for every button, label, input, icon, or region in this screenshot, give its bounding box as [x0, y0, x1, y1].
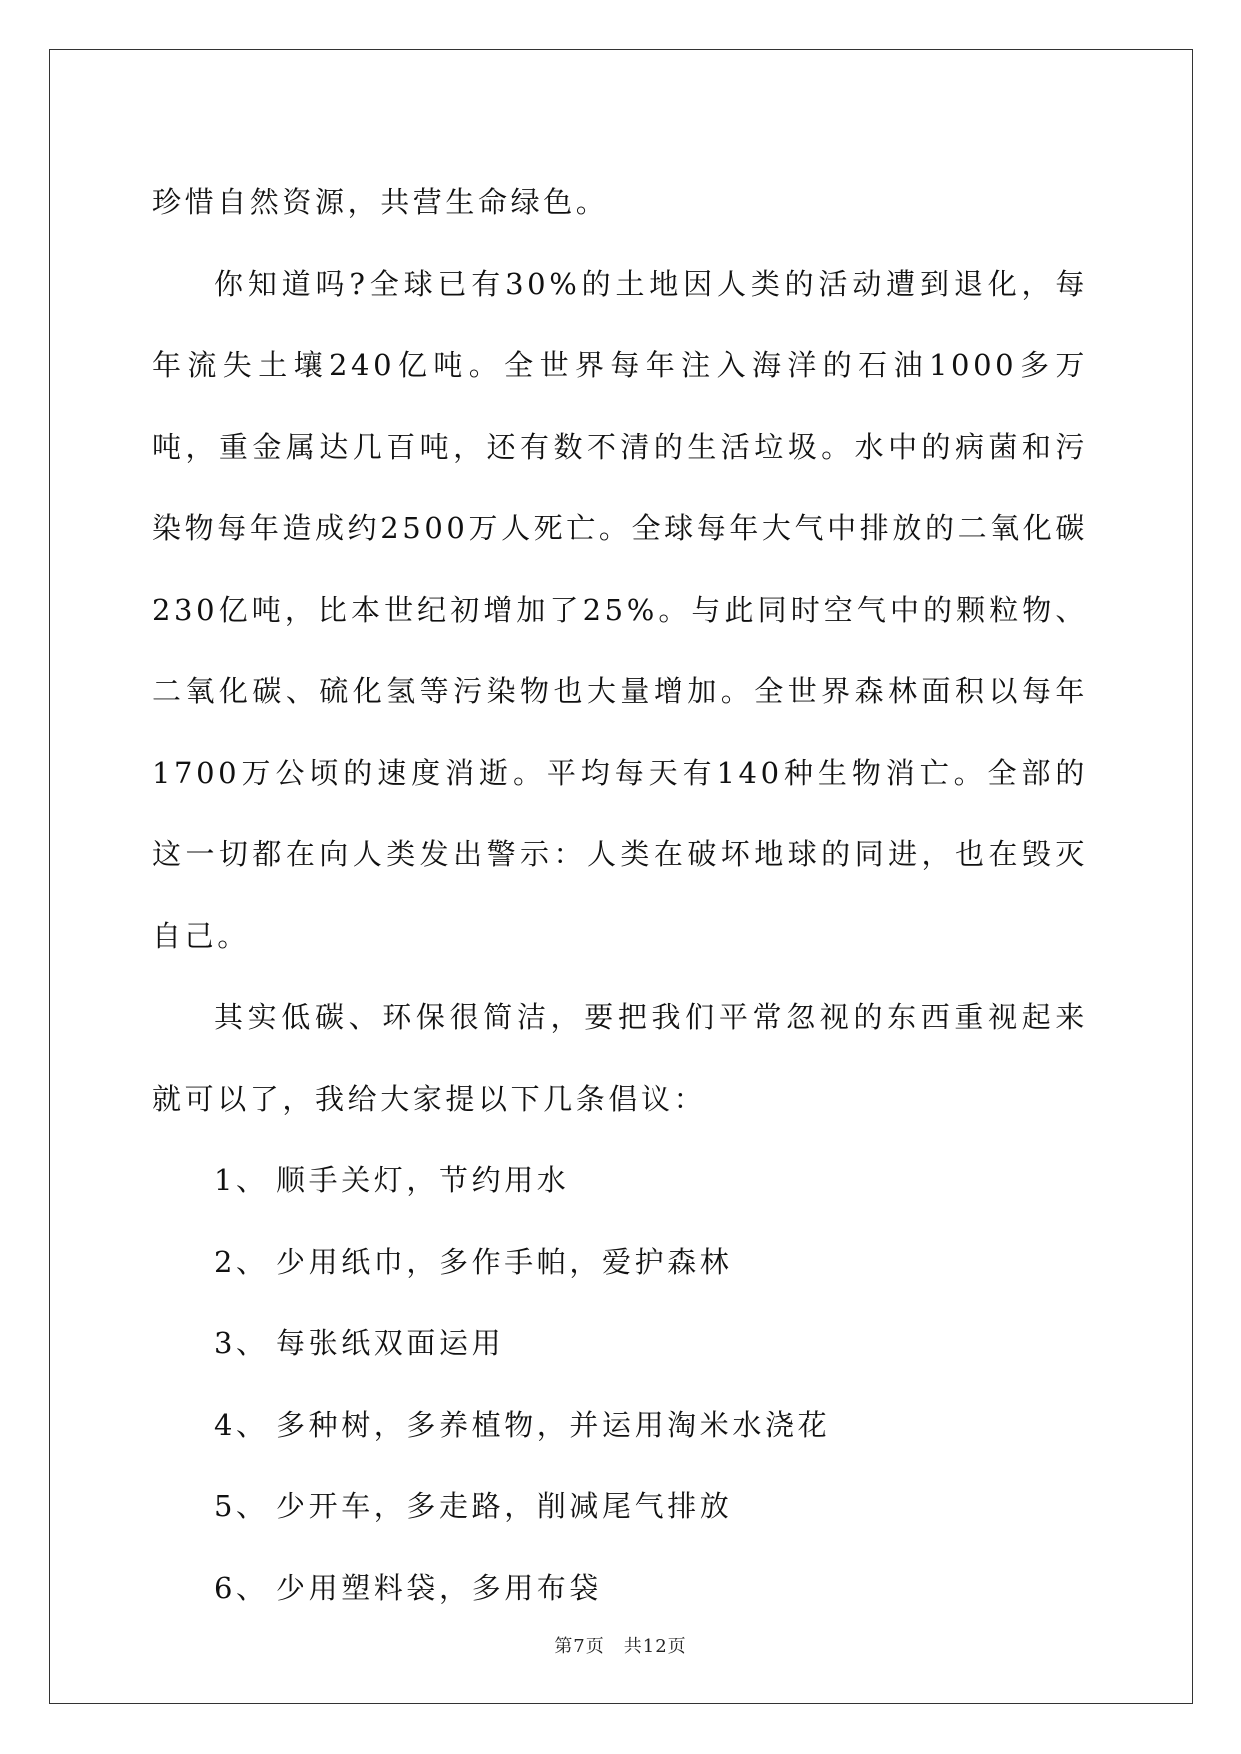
list-item-text: 每张纸双面运用 [276, 1326, 505, 1360]
list-item-number: 1、 [214, 1163, 269, 1197]
proposal-list [152, 1140, 1088, 1629]
paragraph-facts: 你知道吗?全球已有30%的土地因人类的活动遭到退化，每年流失土壤240亿吨。全世界每年注入海洋的石油1000多万吨，重金属达几百吨，还有数不清的生活垃圾。水中的病菌和污染物每年造成约2500万人死亡。全球每年大气中排放的二氧化碳230亿吨，比本世纪初增加了25%。与此同时空气中的颗粒物、二氧化碳、硫化氢等污染物也大量增加。全世界森林面积以每年1700万公顷的速度消逝。平均每天有140种生物消亡。全部的这一切都在向人类发出警示：人类在破坏地球的同进，也在毁灭自己。 [152, 266, 1088, 953]
page-number-footer: 第7页 共12页 [554, 1636, 687, 1657]
list-item-text: 少用纸巾，多作手帕，爱护森林 [276, 1244, 733, 1279]
list-item-number: 3、 [214, 1326, 269, 1360]
list-item-number: 6、 [214, 1570, 269, 1605]
list-item [152, 1140, 1088, 1222]
list-item-text: 少用塑料袋，多用布袋 [276, 1570, 603, 1605]
list-item-number: 2、 [214, 1244, 269, 1279]
list-item [152, 1548, 1088, 1630]
paragraph-proposal-intro: 其实低碳、环保很简洁，要把我们平常忽视的东西重视起来就可以了，我给大家提以下几条倡议： [152, 1000, 1088, 1116]
list-item [152, 1303, 1088, 1385]
list-item-number: 5、 [214, 1489, 269, 1523]
paragraph-intro: 珍惜自然资源，共营生命绿色。 [152, 185, 609, 219]
document-body [152, 162, 1088, 1629]
list-item [152, 1466, 1088, 1548]
list-item-text: 顺手关灯，节约用水 [276, 1163, 570, 1197]
list-item [152, 1222, 1088, 1304]
list-item-number: 4、 [214, 1407, 269, 1442]
list-item-text: 多种树，多养植物，并运用淘米水浇花 [276, 1407, 831, 1442]
list-item [152, 1385, 1088, 1467]
list-item-text: 少开车，多走路，削减尾气排放 [276, 1489, 733, 1523]
